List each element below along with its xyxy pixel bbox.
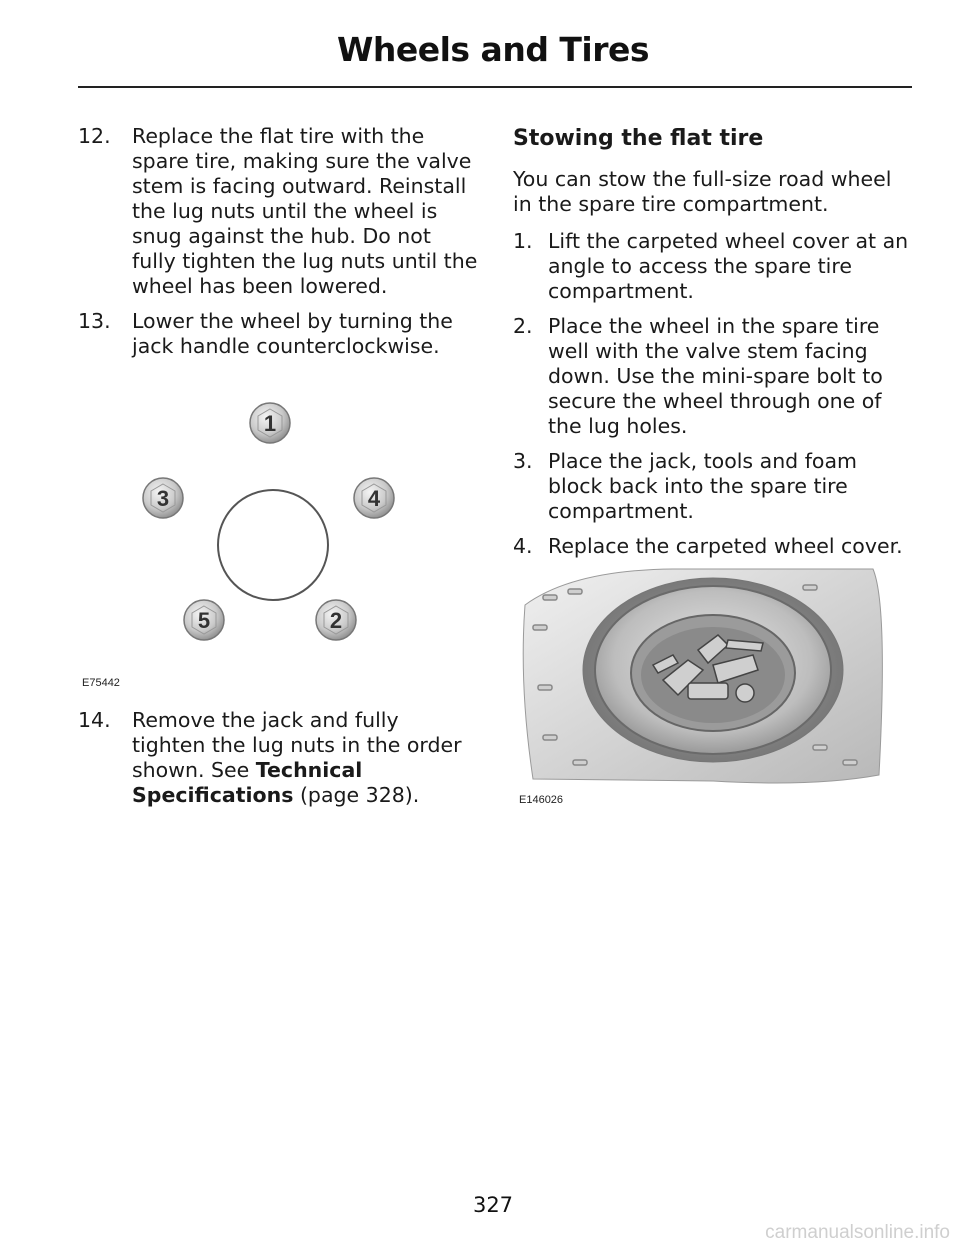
step-text: Place the jack, tools and foam block back into the spare tire compartment. [548, 449, 858, 523]
right-step-1 [513, 229, 913, 304]
lug-nut-tightening-figure [78, 390, 478, 695]
step-text-tail: (page 328). [293, 783, 420, 807]
step-number: 4. [513, 534, 533, 558]
step-number: 12. [78, 124, 111, 148]
right-step-4 [513, 534, 913, 559]
step-text: Lift the carpeted wheel cover at an angle to access the spare tire compartment. [548, 229, 909, 303]
watermark: carmanualsonline.info [765, 1222, 950, 1243]
lug-nut-number: 1 [263, 411, 277, 436]
step-13 [78, 309, 478, 359]
step-text: Replace the carpeted wheel cover. [548, 534, 903, 558]
lug-nut-2 [316, 600, 356, 640]
step-number: 1. [513, 229, 533, 253]
section-heading: Stowing the flat tire [513, 126, 764, 151]
lug-nut-number: 4 [367, 486, 381, 511]
page-number: 327 [472, 1193, 514, 1217]
page-header-title: Wheels and Tires [336, 30, 650, 69]
step-number: 14. [78, 708, 111, 732]
step-text: Place the wheel in the spare tire well with the valve stem facing down. Use the mini-spare bolt to secure the wheel through one of the lug holes. [548, 314, 883, 438]
technical-specifications-link[interactable]: Technical Specifications [132, 758, 363, 807]
spare-tire-compartment-figure [513, 565, 913, 810]
step-12 [78, 124, 478, 299]
figure-label: E146026 [519, 794, 564, 806]
hub-circle [218, 490, 328, 600]
lug-nut-number: 5 [197, 608, 211, 633]
step-14 [78, 708, 478, 808]
lug-nut-1 [250, 403, 290, 443]
intro-paragraph: You can stow the full-size road wheel in the spare tire compartment. [513, 167, 892, 216]
lug-nut-number: 2 [329, 608, 343, 633]
figure-label: E75442 [82, 677, 120, 689]
lug-nut-number: 3 [156, 486, 170, 511]
step-number: 2. [513, 314, 533, 338]
step-text: Remove the jack and fully tighten the lug nuts in the order shown. See [132, 708, 462, 782]
step-number: 13. [78, 309, 111, 333]
step-text: Replace the flat tire with the spare tire, making sure the valve stem is facing outward. Reinstall the lug nuts until the wheel is snug against the hub. Do not fully tighten the lug nuts until the wheel has been lowered. [132, 124, 478, 298]
step-text: Lower the wheel by turning the jack handle counterclockwise. [132, 309, 453, 358]
lug-nut-3 [143, 478, 183, 518]
spare-tire-illustration [513, 565, 913, 810]
left-column-bottom [78, 708, 478, 818]
step-number: 3. [513, 449, 533, 473]
lug-nut-diagram [78, 390, 478, 695]
right-step-2 [513, 314, 913, 439]
lug-nut-4 [354, 478, 394, 518]
lug-nut-5 [184, 600, 224, 640]
right-column [513, 124, 913, 569]
header-divider [78, 86, 912, 88]
left-column [78, 124, 478, 369]
right-step-3 [513, 449, 913, 524]
